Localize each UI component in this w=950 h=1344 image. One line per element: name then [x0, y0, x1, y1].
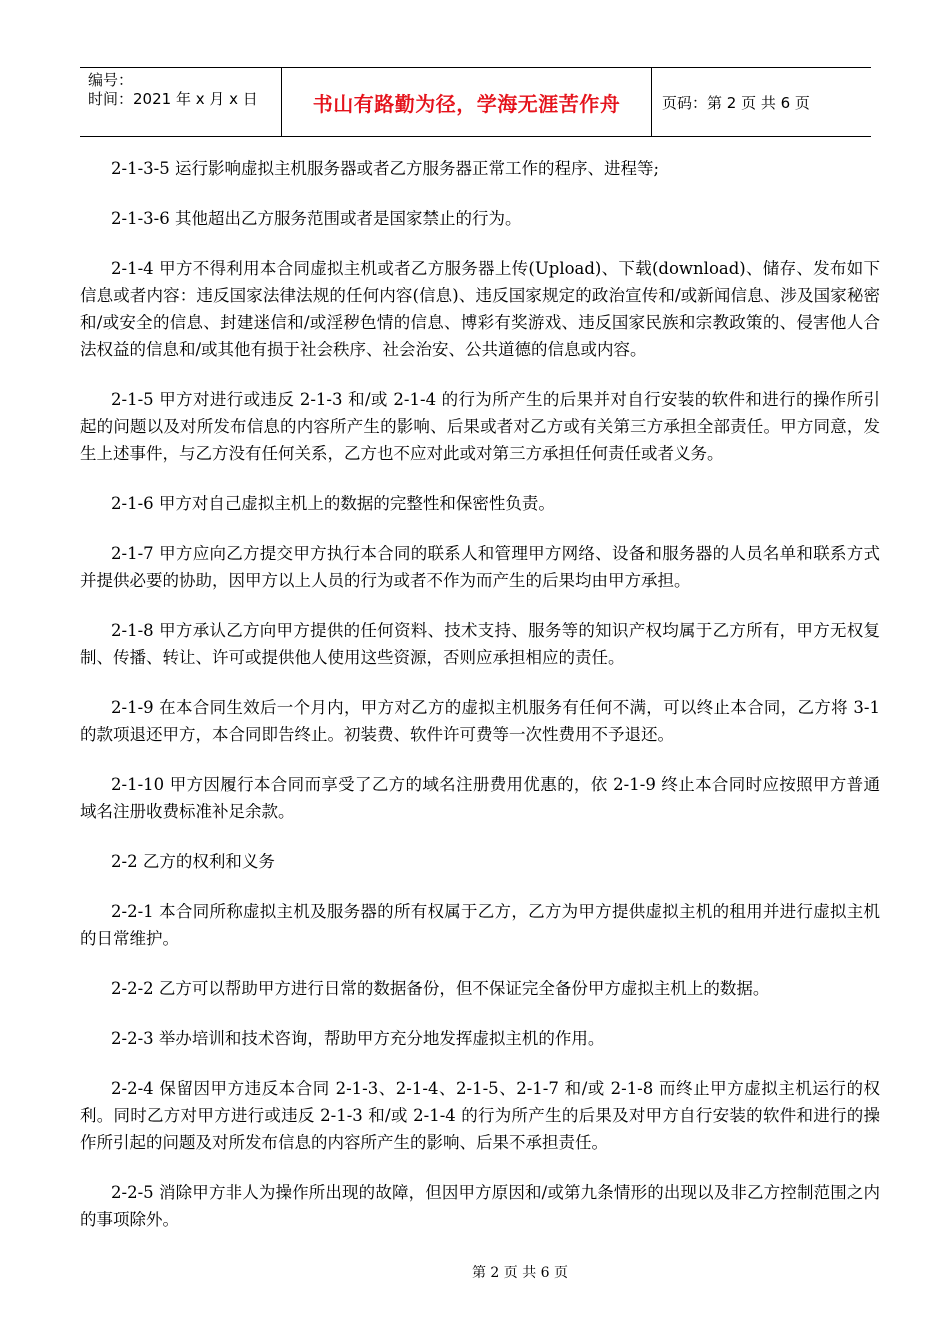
paragraph: 2-1-3-6 其他超出乙方服务范围或者是国家禁止的行为。: [111, 209, 522, 228]
paragraph: 2-1-5 甲方对进行或违反 2-1-3 和/或 2-1-4 的行为所产生的后果并对自行安装的软件和进行的操作所引起的问题以及对所发布信息的内容所产生的影响、后果或者对乙方或有关第三方承担全部责任。甲方同意，发生上述事件，与乙方没有任何关系，乙方也不应对此或对第三方承担任何责任或者义务。: [80, 390, 880, 463]
document-number-label: 编号：: [88, 71, 134, 89]
paragraph: 2-1-10 甲方因履行本合同而享受了乙方的域名注册费用优惠的，依 2-1-9 终止本合同时应按照甲方普通域名注册收费标准补足余款。: [80, 775, 880, 821]
paragraph: 2-2-2 乙方可以帮助甲方进行日常的数据备份，但不保证完全备份甲方虚拟主机上的数据。: [111, 979, 770, 998]
section-heading: 2-2 乙方的权利和义务: [111, 852, 275, 871]
paragraph: 2-2-1 本合同所称虚拟主机及服务器的所有权属于乙方，乙方为甲方提供虚拟主机的租用并进行虚拟主机的日常维护。: [80, 902, 880, 948]
paragraph: 2-1-3-5 运行影响虚拟主机服务器或者乙方服务器正常工作的程序、进程等;: [111, 159, 660, 178]
paragraph: 2-1-7 甲方应向乙方提交甲方执行本合同的联系人和管理甲方网络、设备和服务器的人员名单和联系方式并提供必要的协助，因甲方以上人员的行为或者不作为而产生的后果均由甲方承担。: [80, 544, 880, 590]
paragraph: 2-2-4 保留因甲方违反本合同 2-1-3、2-1-4、2-1-5、2-1-7 和/或 2-1-8 而终止甲方虚拟主机运行的权利。同时乙方对甲方进行或违反 2-1-3 和/或 2-1-4 的行为所产生的后果及对甲方自行安装的软件和进行的操作所引起的问题及对所发布信息的内容所产生的影响、后果不承担责任。: [80, 1079, 880, 1152]
header-meta: [80, 68, 282, 136]
paragraph: 2-1-8 甲方承认乙方向甲方提供的任何资料、技术支持、服务等的知识产权均属于乙方所有，甲方无权复制、传播、转让、许可或提供他人使用这些资源，否则应承担相应的责任。: [80, 621, 880, 667]
paragraph: 2-1-9 在本合同生效后一个月内，甲方对乙方的虚拟主机服务有任何不满，可以终止本合同，乙方将 3-1 的款项退还甲方，本合同即告终止。初装费、软件许可费等一次性费用不予退还。: [80, 698, 880, 744]
paragraph: 2-2-5 消除甲方非人为操作所出现的故障，但因甲方原因和/或第九条情形的出现以及非乙方控制范围之内的事项除外。: [80, 1183, 880, 1229]
header-motto: 书山有路勤为径，学海无涯苦作舟: [282, 68, 652, 136]
page-footer: 第 2 页 共 6 页: [471, 1265, 569, 1281]
document-date-label: 时间：2021 年 x 月 x 日: [88, 90, 258, 108]
paragraph: 2-1-6 甲方对自己虚拟主机上的数据的完整性和保密性负责。: [111, 494, 555, 513]
page-header: [80, 67, 871, 137]
document-body: [80, 155, 880, 1256]
paragraph: 2-2-3 举办培训和技术咨询，帮助甲方充分地发挥虚拟主机的作用。: [111, 1029, 605, 1048]
header-page-info: 页码：第 2 页 共 6 页: [662, 93, 810, 112]
paragraph: 2-1-4 甲方不得利用本合同虚拟主机或者乙方服务器上传(Upload)、下载(download)、储存、发布如下信息或者内容：违反国家法律法规的任何内容(信息)、违反国家规定的政治宣传和/或新闻信息、涉及国家秘密和/或安全的信息、封建迷信和/或淫秽色情的信息、博彩有奖游戏、违反国家民族和宗教政策的、侵害他人合法权益的信息和/或其他有损于社会秩序、社会治安、公共道德的信息或内容。: [80, 259, 880, 359]
